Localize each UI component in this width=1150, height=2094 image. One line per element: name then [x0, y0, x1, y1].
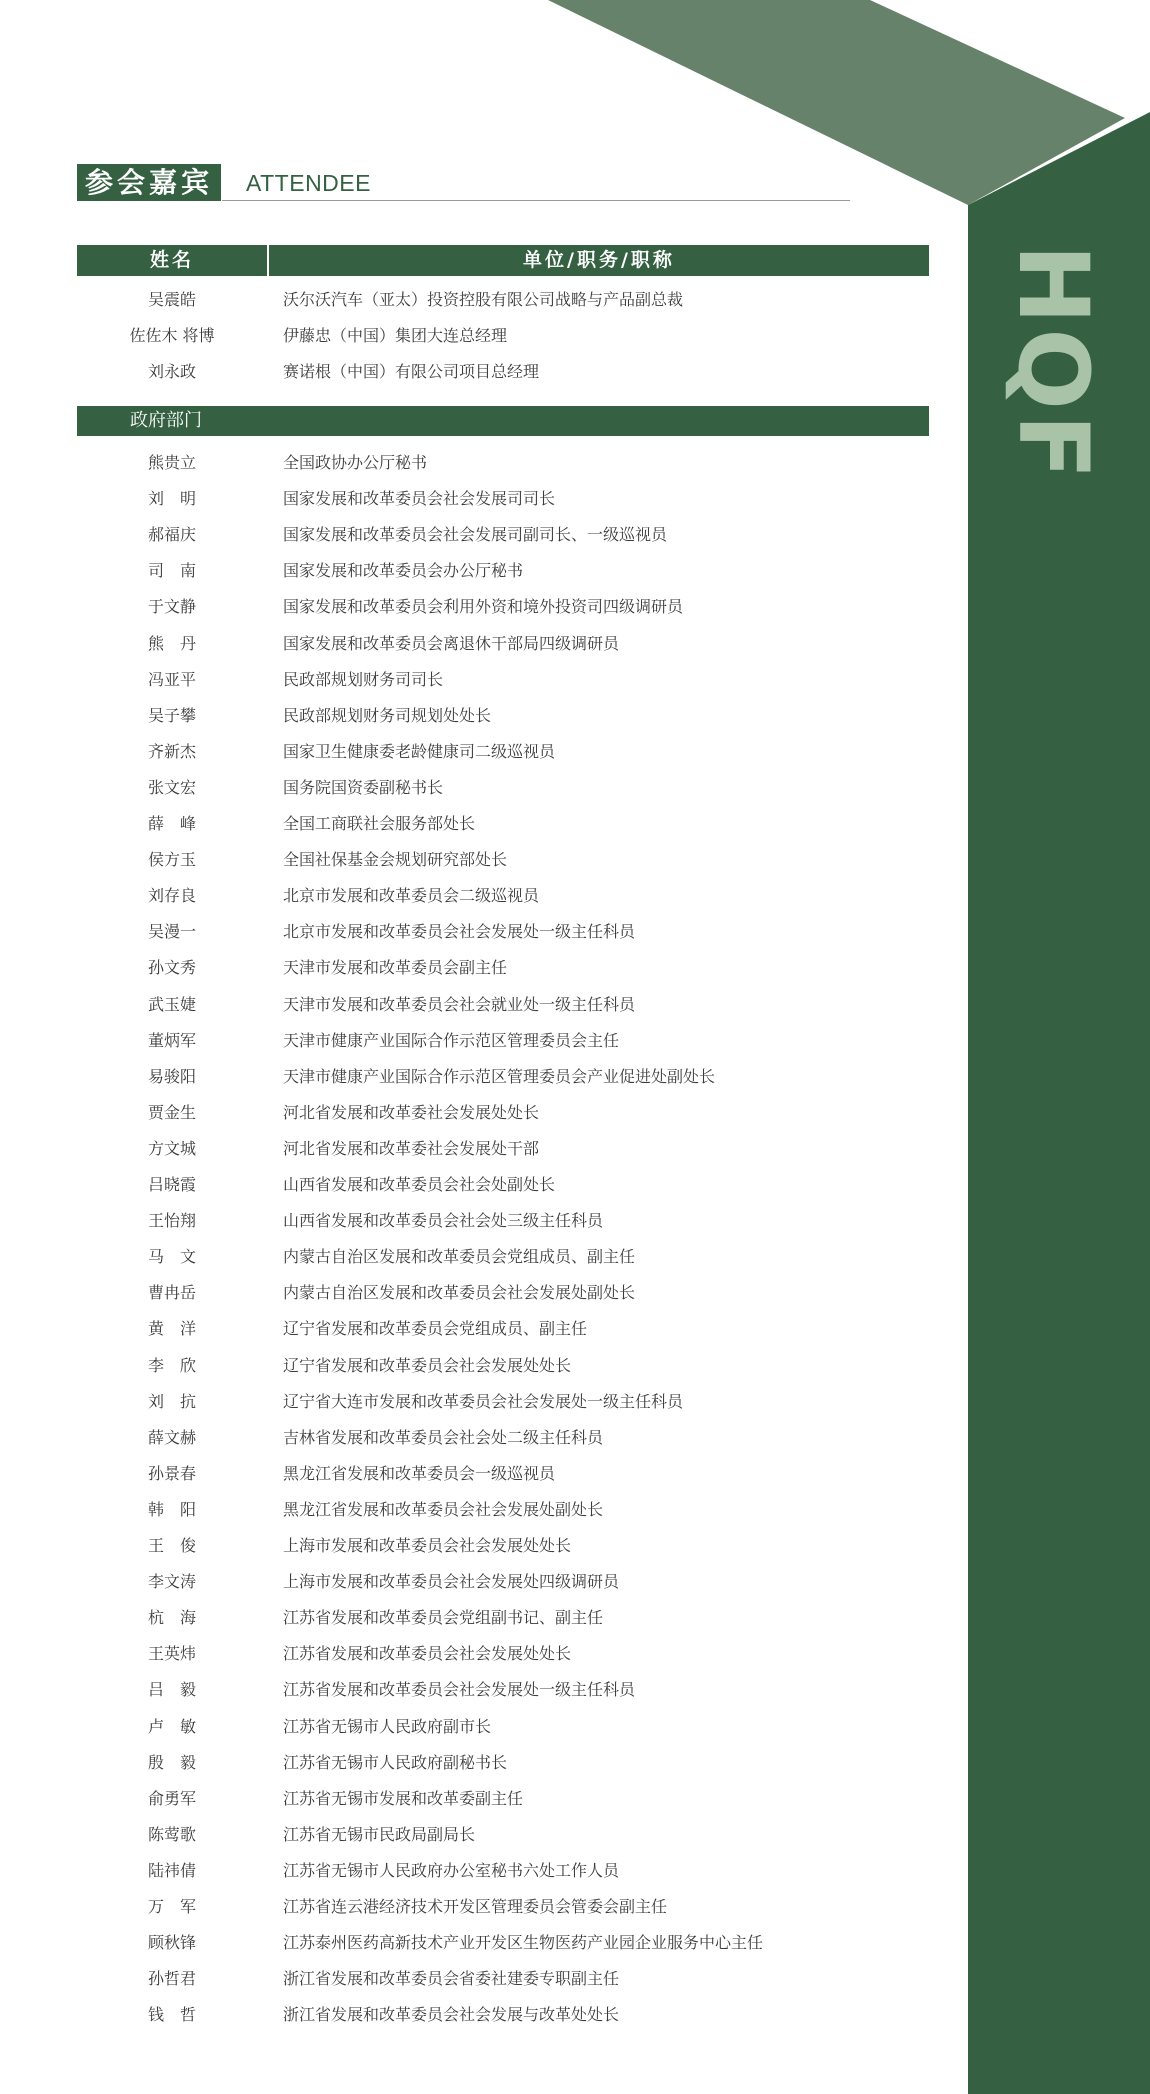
attendee-organization: 全国社保基金会规划研究部处长: [283, 850, 508, 870]
attendee-row: [77, 1275, 929, 1311]
page-title-english: ATTENDEE: [246, 170, 371, 196]
attendee-row: [77, 1348, 929, 1384]
attendee-organization: 国家发展和改革委员会离退休干部局四级调研员: [283, 633, 620, 653]
attendee-name: 曹冉岳: [147, 1283, 196, 1303]
attendee-name: 王英炜: [147, 1644, 196, 1664]
attendee-organization: 国家发展和改革委员会社会发展司司长: [283, 489, 556, 509]
attendee-organization: 山西省发展和改革委员会社会处副处长: [283, 1175, 556, 1194]
attendee-row: [77, 1023, 929, 1059]
attendee-row: [77, 1781, 929, 1817]
attendee-row: [77, 1925, 929, 1961]
attendee-row: [77, 481, 929, 517]
attendee-row: [77, 770, 929, 806]
attendee-name: 顾秋锋: [147, 1933, 196, 1953]
attendee-name: 王怡翔: [147, 1211, 196, 1231]
attendee-name: 郝福庆: [147, 525, 196, 545]
attendee-organization: 上海市发展和改革委员会社会发展处四级调研员: [283, 1572, 620, 1592]
attendee-row: [77, 553, 929, 589]
attendee-row: [77, 987, 929, 1023]
attendee-name: 方文城: [147, 1138, 196, 1158]
attendee-name: 薛 峰: [147, 814, 196, 833]
attendee-row: [77, 589, 929, 625]
attendee-name: 吕 毅: [147, 1680, 196, 1700]
attendee-organization: 江苏省发展和改革委员会社会发展处处长: [283, 1644, 572, 1664]
attendee-organization: 天津市健康产业国际合作示范区管理委员会产业促进处副处长: [283, 1066, 716, 1086]
attendee-name: 李文涛: [147, 1572, 196, 1592]
attendee-name: 司 南: [147, 561, 196, 581]
attendee-name: 王 俊: [147, 1536, 196, 1555]
attendee-name: 卢 敏: [147, 1716, 196, 1736]
attendee-organization: 上海市发展和改革委员会社会发展处处长: [283, 1536, 572, 1555]
attendee-name: 薛文赫: [147, 1427, 196, 1447]
attendee-name: 黄 洋: [147, 1319, 196, 1339]
attendee-row: [77, 1131, 929, 1167]
attendee-organization: 内蒙古自治区发展和改革委员会社会发展处副处长: [283, 1283, 636, 1303]
attendee-organization: 伊藤忠（中国）集团大连总经理: [283, 326, 508, 345]
attendee-organization: 辽宁省大连市发展和改革委员会社会发展处一级主任科员: [283, 1391, 684, 1411]
attendee-organization: 国家发展和改革委员会社会发展司副司长、一级巡视员: [283, 525, 668, 545]
attendee-row: [77, 1636, 929, 1672]
attendee-row: [77, 1528, 929, 1564]
attendee-organization: 天津市发展和改革委员会副主任: [283, 958, 508, 978]
title-underline: [222, 200, 850, 201]
attendee-organization: 天津市发展和改革委员会社会就业处一级主任科员: [283, 994, 636, 1014]
attendee-row: [77, 1997, 929, 2033]
attendee-organization: 民政部规划财务司司长: [283, 669, 444, 689]
attendee-organization: 江苏省发展和改革委员会社会发展处一级主任科员: [283, 1680, 636, 1700]
hqf-logo-text: HQF: [997, 244, 1109, 484]
attendee-name: 张文宏: [147, 777, 196, 797]
attendee-row: [77, 950, 929, 986]
attendee-name: 吴漫一: [147, 922, 196, 942]
attendee-organization: 河北省发展和改革委社会发展处处长: [283, 1102, 540, 1122]
attendee-name: 侯方玉: [147, 850, 196, 870]
attendee-row: [77, 1672, 929, 1708]
attendee-organization: 沃尔沃汽车（亚太）投资控股有限公司战略与产品副总裁: [283, 290, 684, 309]
attendee-row: [77, 1564, 929, 1600]
attendee-name: 齐新杰: [147, 741, 196, 761]
attendee-row: [77, 1203, 929, 1239]
attendee-row: [77, 626, 929, 662]
attendee-organization: 黑龙江省发展和改革委员会一级巡视员: [283, 1463, 556, 1483]
attendee-row: [77, 1420, 929, 1456]
attendee-name: 吕晓霞: [147, 1175, 196, 1194]
attendee-name: 易骏阳: [147, 1066, 196, 1086]
attendee-organization: 吉林省发展和改革委员会社会处二级主任科员: [283, 1427, 604, 1447]
attendee-row: [77, 1095, 929, 1131]
attendee-row: [77, 1167, 929, 1203]
attendee-row: [77, 662, 929, 698]
attendee-name: 吴子攀: [147, 705, 196, 725]
attendee-row: [77, 1492, 929, 1528]
attendee-name: 刘永政: [147, 362, 196, 381]
attendee-row: [77, 318, 929, 354]
attendee-name: 冯亚平: [147, 669, 196, 689]
attendee-name: 孙文秀: [147, 958, 196, 978]
attendee-organization: 江苏省无锡市民政局副局长: [283, 1824, 476, 1844]
attendee-organization: 江苏省发展和改革委员会党组副书记、副主任: [283, 1608, 604, 1628]
attendee-row: [77, 517, 929, 553]
attendee-organization: 国家发展和改革委员会办公厅秘书: [283, 561, 524, 581]
attendee-row: [77, 354, 929, 390]
attendee-organization: 江苏省无锡市发展和改革委副主任: [283, 1788, 524, 1808]
attendee-name: 武玉婕: [147, 994, 196, 1014]
attendee-row: [77, 806, 929, 842]
attendee-row: [77, 1817, 929, 1853]
attendee-row: [77, 1059, 929, 1095]
attendee-row: [77, 734, 929, 770]
attendee-organization: 国务院国资委副秘书长: [283, 777, 444, 797]
attendee-organization: 辽宁省发展和改革委员会党组成员、副主任: [283, 1319, 588, 1339]
attendee-row: [77, 1600, 929, 1636]
table-header: [77, 245, 929, 276]
attendee-organization: 河北省发展和改革委社会发展处干部: [283, 1138, 540, 1158]
attendee-organization: 辽宁省发展和改革委员会社会发展处处长: [283, 1355, 572, 1375]
attendee-row: [77, 842, 929, 878]
attendee-name: 刘存良: [147, 886, 196, 906]
attendee-name: 钱 哲: [147, 2005, 196, 2025]
attendee-row: [77, 1853, 929, 1889]
attendee-name: 陆祎倩: [147, 1860, 196, 1880]
attendee-row: [77, 1961, 929, 1997]
attendee-name: 于文静: [147, 597, 196, 617]
attendee-row: [77, 1709, 929, 1745]
attendee-name: 吴震皓: [147, 290, 196, 309]
attendee-row: [77, 1889, 929, 1925]
attendee-name: 熊贵立: [147, 453, 196, 472]
attendee-name: 孙景春: [147, 1463, 196, 1483]
attendee-organization: 赛诺根（中国）有限公司项目总经理: [283, 362, 540, 381]
attendee-row: [77, 914, 929, 950]
attendee-organization: 黑龙江省发展和改革委员会社会发展处副处长: [283, 1499, 604, 1519]
attendee-organization: 北京市发展和改革委员会社会发展处一级主任科员: [283, 922, 636, 942]
attendee-row: [77, 1745, 929, 1781]
attendee-organization: 江苏省连云港经济技术开发区管理委员会管委会副主任: [283, 1897, 668, 1916]
attendee-name: 陈莺歌: [147, 1824, 196, 1844]
attendee-row: [77, 1311, 929, 1347]
column-header-organization: 单位/职务/职称: [523, 249, 675, 271]
attendee-row: [77, 1456, 929, 1492]
attendee-name: 殷 毅: [147, 1752, 196, 1772]
attendee-organization: 天津市健康产业国际合作示范区管理委员会主任: [283, 1030, 620, 1050]
attendee-organization: 江苏省无锡市人民政府办公室秘书六处工作人员: [283, 1860, 620, 1880]
attendee-name: 刘 抗: [147, 1391, 196, 1411]
attendee-row: [77, 282, 929, 318]
attendee-row: [77, 698, 929, 734]
attendee-name: 万 军: [147, 1897, 196, 1916]
attendee-organization: 国家发展和改革委员会利用外资和境外投资司四级调研员: [283, 597, 684, 617]
attendee-organization: 江苏省无锡市人民政府副秘书长: [283, 1752, 508, 1772]
attendee-row: [77, 445, 929, 481]
page-title: 参会嘉宾: [77, 164, 221, 201]
attendee-name: 韩 阳: [147, 1499, 196, 1519]
column-header-name: 姓名: [149, 249, 194, 271]
attendee-name: 刘 明: [147, 489, 196, 509]
attendee-name: 李 欣: [147, 1355, 196, 1375]
attendee-name: 马 文: [147, 1247, 196, 1267]
attendee-name: 贾金生: [147, 1102, 196, 1122]
attendee-organization: 北京市发展和改革委员会二级巡视员: [283, 886, 540, 906]
attendee-row: [77, 878, 929, 914]
attendee-organization: 全国工商联社会服务部处长: [283, 814, 476, 833]
attendee-name: 佐佐木 将博: [129, 326, 215, 345]
attendee-name: 杭 海: [147, 1608, 196, 1628]
attendee-organization: 国家卫生健康委老龄健康司二级巡视员: [283, 741, 556, 761]
attendee-organization: 江苏泰州医药高新技术产业开发区生物医药产业园企业服务中心主任: [283, 1933, 764, 1953]
attendee-name: 董炳军: [147, 1030, 196, 1050]
attendee-name: 俞勇军: [147, 1788, 196, 1808]
attendee-organization: 内蒙古自治区发展和改革委员会党组成员、副主任: [283, 1247, 636, 1267]
section-label: 政府部门: [130, 410, 202, 431]
attendee-organization: 山西省发展和改革委员会社会处三级主任科员: [283, 1211, 604, 1231]
attendee-organization: 浙江省发展和改革委员会省委社建委专职副主任: [283, 1969, 620, 1989]
attendee-row: [77, 1239, 929, 1275]
attendee-organization: 江苏省无锡市人民政府副市长: [283, 1716, 492, 1736]
section-header-government: [77, 406, 929, 436]
attendee-organization: 全国政协办公厅秘书: [283, 453, 428, 472]
attendee-name: 孙哲君: [147, 1969, 196, 1989]
attendee-row: [77, 1384, 929, 1420]
attendee-organization: 浙江省发展和改革委员会社会发展与改革处处长: [283, 2005, 620, 2025]
attendee-organization: 民政部规划财务司规划处处长: [283, 705, 492, 725]
attendee-name: 熊 丹: [147, 633, 196, 653]
